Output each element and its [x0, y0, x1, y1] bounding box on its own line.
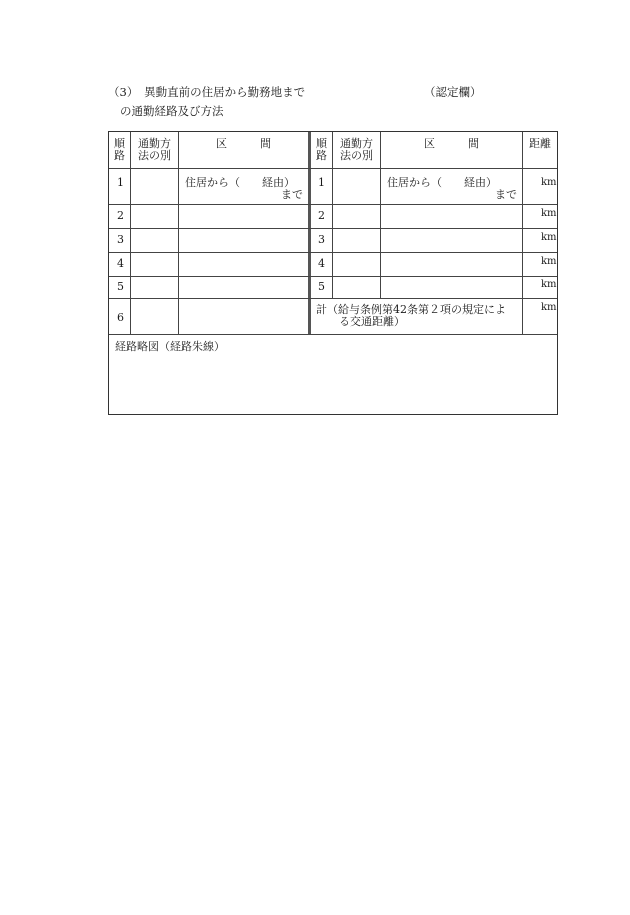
- certified-column-label: （認定欄）: [424, 85, 482, 99]
- commute-route-table: [108, 131, 558, 415]
- certified-until-text: まで: [495, 188, 517, 201]
- method-header-certified: 通勤方 法の別: [340, 137, 373, 162]
- order-header: 順 路: [114, 137, 125, 162]
- km-unit: km: [541, 302, 557, 313]
- row-number-3: 3: [117, 233, 124, 246]
- certified-row-number-5: 5: [318, 280, 325, 293]
- distance-header: 距離: [529, 137, 551, 150]
- km-unit: km: [541, 232, 557, 243]
- row-number-4: 4: [117, 257, 124, 270]
- certified-row-number-1: 1: [318, 176, 325, 189]
- section-heading-continued: の通勤経路及び方法: [120, 104, 224, 118]
- from-home-text: 住居から（ 経由）: [185, 176, 295, 189]
- km-unit: km: [541, 208, 557, 219]
- km-unit: km: [541, 279, 557, 290]
- certified-row-number-2: 2: [318, 209, 325, 222]
- certified-row-number-3: 3: [318, 233, 325, 246]
- route-map-label: 経路略図（経路朱線）: [115, 340, 225, 353]
- method-header: 通勤方 法の別: [138, 137, 171, 162]
- certified-from-home-text: 住居から（ 経由）: [387, 176, 497, 189]
- section-heading: （3） 異動直前の住居から勤務地まで: [108, 85, 306, 99]
- total-distance-label: 計（給与条例第42条第２項の規定によ る交通距離）: [316, 303, 506, 328]
- certified-row-number-4: 4: [318, 257, 325, 270]
- row-number-5: 5: [117, 280, 124, 293]
- row-number-6: 6: [117, 311, 124, 324]
- row-number-2: 2: [117, 209, 124, 222]
- km-unit: km: [541, 256, 557, 267]
- row-number-1: 1: [117, 176, 124, 189]
- section-header: 区 間: [216, 137, 271, 150]
- order-header-certified: 順 路: [316, 137, 327, 162]
- section-header-certified: 区 間: [424, 137, 479, 150]
- km-unit: km: [541, 177, 557, 188]
- until-text: まで: [281, 188, 303, 201]
